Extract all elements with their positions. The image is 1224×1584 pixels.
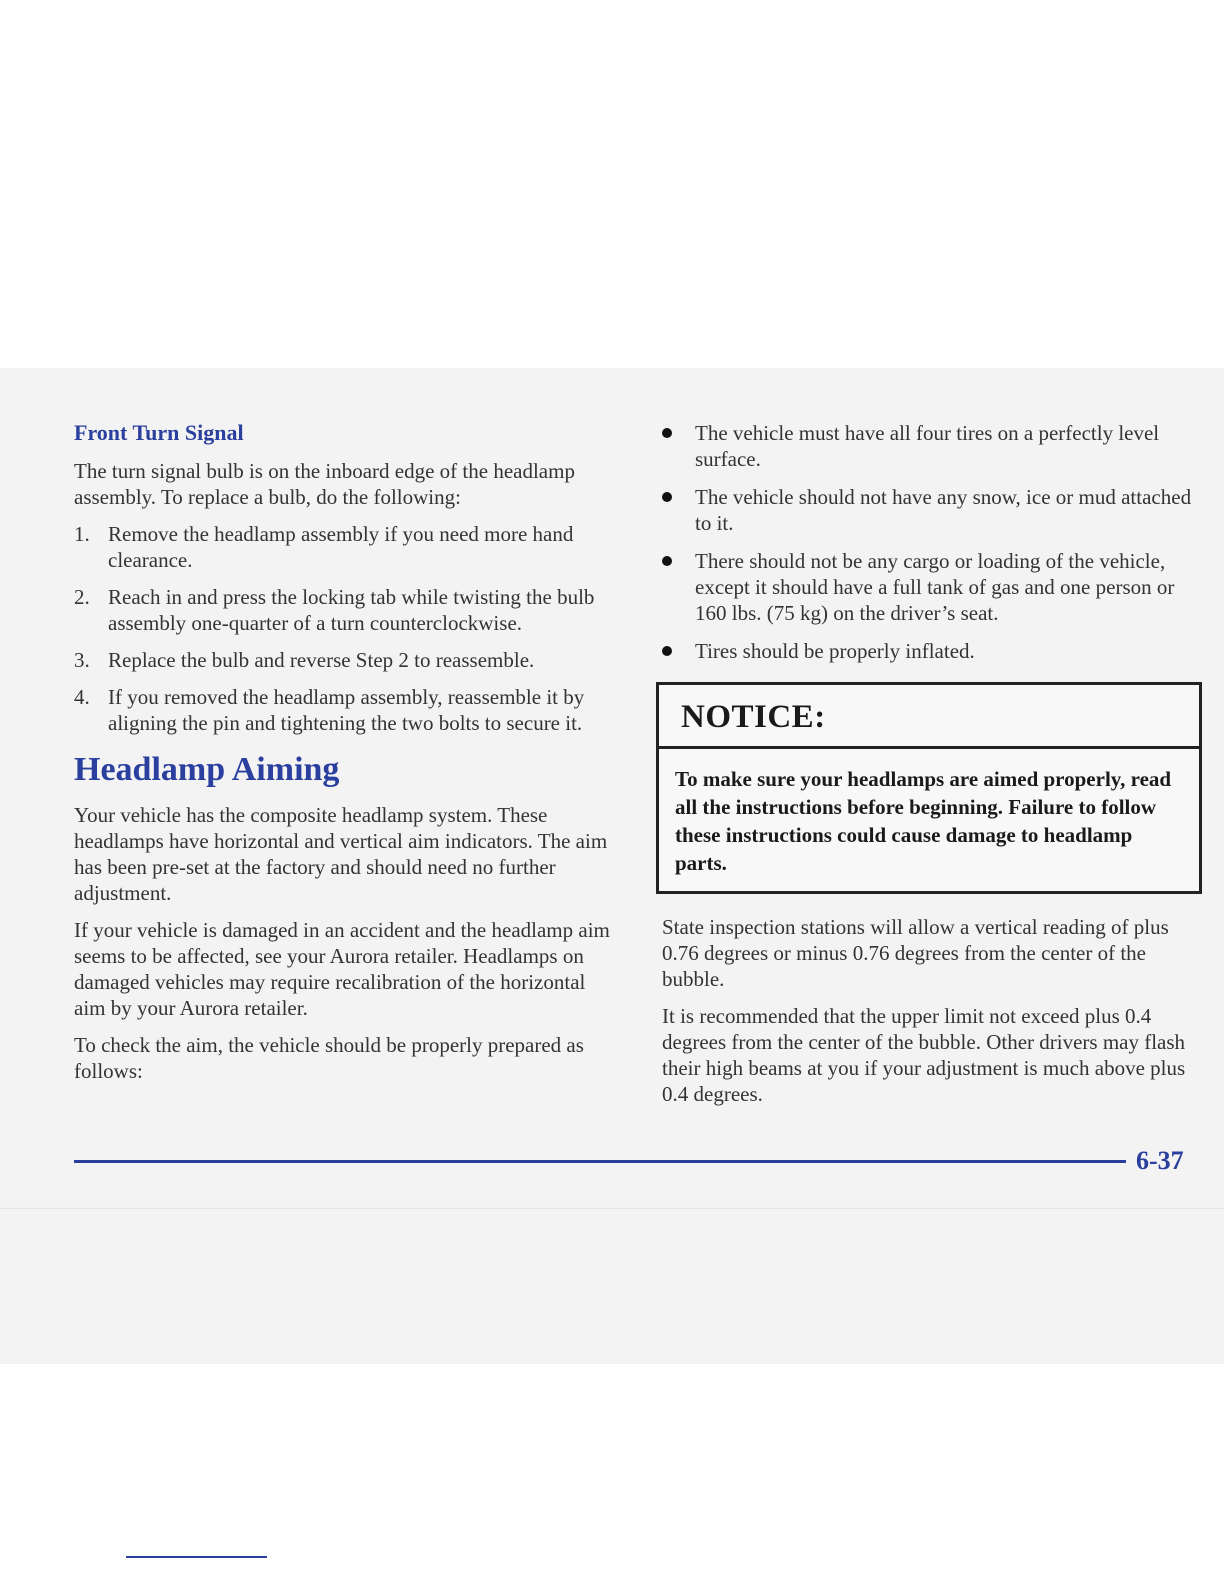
step-text: Replace the bulb and reverse Step 2 to reassemble. bbox=[108, 648, 535, 672]
section-heading-headlamp-aiming: Headlamp Aiming bbox=[74, 751, 340, 788]
list-item bbox=[74, 684, 614, 736]
notice-box bbox=[656, 682, 1202, 894]
page-number: 6-37 bbox=[1136, 1146, 1184, 1175]
left-column bbox=[74, 420, 614, 1095]
list-item bbox=[662, 548, 1197, 626]
bottom-rule bbox=[126, 1556, 267, 1558]
aiming-paragraph: To check the aim, the vehicle should be properly prepared as follows: bbox=[74, 1033, 584, 1083]
bullet-icon bbox=[662, 646, 672, 656]
step-text: Remove the headlamp assembly if you need more hand clearance. bbox=[108, 522, 574, 572]
step-number: 4. bbox=[74, 685, 90, 709]
bullet-text: The vehicle should not have any snow, ice or mud attached to it. bbox=[695, 485, 1192, 535]
steps-list bbox=[74, 521, 614, 736]
step-number: 2. bbox=[74, 585, 90, 609]
bullet-text: The vehicle must have all four tires on a perfectly level surface. bbox=[695, 421, 1160, 471]
aiming-paragraph: Your vehicle has the composite headlamp system. These headlamps have horizontal and vertical aim indicators. The aim has been pre-set at the factory and should need no further adjustment. bbox=[74, 803, 608, 905]
aiming-paragraph: If your vehicle is damaged in an accident and the headlamp aim seems to be affected, see your Aurora retailer. Headlamps on damaged vehicles may require recalibration of the horizontal aim by your Aurora retailer. bbox=[74, 918, 610, 1020]
footer-rule bbox=[74, 1160, 1126, 1163]
page-divider bbox=[0, 1208, 1224, 1209]
step-number: 3. bbox=[74, 648, 90, 672]
intro-paragraph: The turn signal bulb is on the inboard edge of the headlamp assembly. To replace a bulb, do the following: bbox=[74, 459, 575, 509]
upper-limit-paragraph: It is recommended that the upper limit not exceed plus 0.4 degrees from the center of the bubble. Other drivers may flash their high beams at you if your adjustment is much above plus 0.4 degrees. bbox=[662, 1004, 1186, 1106]
step-number: 1. bbox=[74, 522, 90, 546]
preparation-bullets bbox=[662, 420, 1197, 664]
bullet-icon bbox=[662, 492, 672, 502]
bullet-icon bbox=[662, 556, 672, 566]
section-title-front-turn-signal: Front Turn Signal bbox=[74, 420, 244, 445]
notice-title: NOTICE: bbox=[659, 685, 1199, 749]
notice-body: To make sure your headlamps are aimed properly, read all the instructions before beginning. Failure to follow these instructions could cause damage to headlamp parts. bbox=[675, 767, 1172, 875]
bullet-text: Tires should be properly inflated. bbox=[695, 639, 975, 663]
list-item bbox=[74, 521, 614, 573]
bullet-icon bbox=[662, 428, 672, 438]
list-item bbox=[662, 484, 1197, 536]
list-item bbox=[662, 638, 1197, 664]
list-item bbox=[662, 420, 1197, 472]
inspection-paragraph: State inspection stations will allow a vertical reading of plus 0.76 degrees or minus 0.76 degrees from the center of the bubble. bbox=[662, 915, 1169, 991]
right-column bbox=[662, 420, 1197, 1118]
step-text: Reach in and press the locking tab while twisting the bulb assembly one-quarter of a turn counterclockwise. bbox=[108, 585, 595, 635]
bullet-text: There should not be any cargo or loading of the vehicle, except it should have a full tank of gas and one person or 160 lbs. (75 kg) on the driver’s seat. bbox=[695, 549, 1175, 625]
list-item bbox=[74, 647, 614, 673]
step-text: If you removed the headlamp assembly, reassemble it by aligning the pin and tightening the two bolts to secure it. bbox=[108, 685, 585, 735]
list-item bbox=[74, 584, 614, 636]
